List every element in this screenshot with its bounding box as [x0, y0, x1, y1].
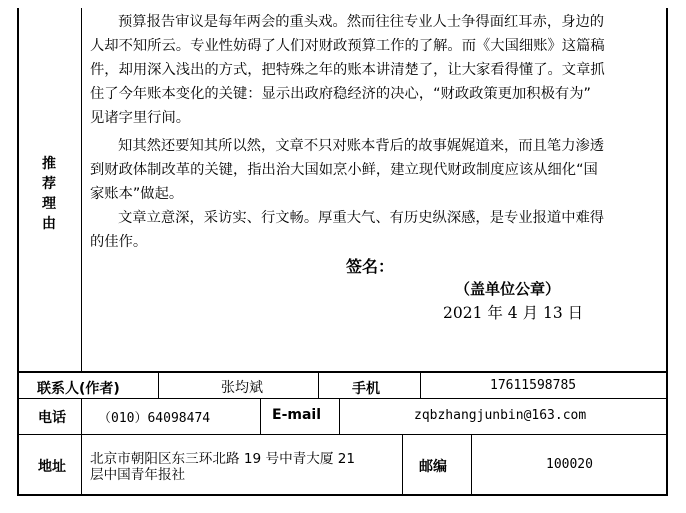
email-value: zqbzhangjunbin@163.com — [414, 408, 587, 423]
postcode-label: 邮编 — [419, 459, 447, 475]
reason-label-divider — [81, 8, 82, 372]
mobile-label: 手机 — [352, 381, 380, 397]
reason-label-char-4: 由 — [42, 216, 56, 232]
reason-line-3: 件，却用深入浅出的方式，把特殊之年的账本讲清楚了，让大家看得懂了。文章抓 — [90, 62, 605, 78]
contact-divider-2 — [318, 372, 319, 398]
phone-divider-2 — [260, 398, 261, 434]
table-right-border — [666, 8, 668, 496]
table-bottom-border — [17, 494, 668, 496]
address-divider-3 — [471, 434, 472, 495]
reason-label-char-2: 荐 — [42, 176, 56, 192]
reason-line-9: 文章立意深，采访实、行文畅。厚重大气、有历史纵深感，是专业报道中难得 — [118, 210, 605, 226]
reason-line-7: 到财政体制改革的关键，指出治大国如烹小鲜，建立现代财政制度应该从细化“国 — [90, 162, 598, 178]
table-left-border — [17, 8, 19, 496]
reason-line-5: 见诸字里行间。 — [90, 110, 191, 126]
reason-line-2: 人却不知所云。专业性妨碍了人们对财政预算工作的了解。而《大国细账》这篇稿 — [90, 38, 605, 54]
address-divider-2 — [402, 434, 403, 495]
reason-label-char-3: 理 — [42, 196, 56, 212]
email-label: E-mail — [272, 407, 322, 423]
row-divider-3 — [17, 434, 668, 435]
signature-date: 2021 年 4 月 13 日 — [443, 304, 584, 322]
postcode-value: 100020 — [546, 457, 593, 472]
reason-line-8: 家账本”做起。 — [90, 186, 184, 202]
phone-divider-1 — [81, 398, 82, 434]
reason-line-10: 的佳作。 — [90, 234, 148, 250]
address-line-2: 层中国青年报社 — [90, 467, 186, 483]
row-divider-1 — [17, 371, 668, 373]
seal-note: （盖单位公章） — [455, 280, 561, 298]
phone-label: 电话 — [38, 410, 66, 426]
address-line-1: 北京市朝阳区东三环北路 19 号中青大厦 21 — [90, 451, 356, 467]
contact-person-label: 联系人(作者) — [37, 381, 120, 397]
phone-value: （010）64098474 — [98, 411, 211, 426]
contact-divider-1 — [158, 372, 159, 398]
contact-person-value: 张均斌 — [221, 380, 263, 396]
address-label: 地址 — [38, 459, 66, 475]
reason-line-6: 知其然还要知其所以然，文章不只对账本背后的故事娓娓道来，而且笔力渗透 — [118, 138, 605, 154]
contact-divider-3 — [420, 372, 421, 398]
reason-line-1: 预算报告审议是每年两会的重头戏。然而往往专业人士争得面红耳赤，身边的 — [118, 14, 605, 30]
reason-line-4: 住了今年账本变化的关键：显示出政府稳经济的决心，“财政政策更加积极有为” — [90, 86, 591, 102]
address-divider-1 — [81, 434, 82, 495]
mobile-value: 17611598785 — [490, 378, 577, 393]
phone-divider-3 — [339, 398, 340, 434]
signature-label: 签名： — [346, 257, 395, 276]
reason-label-char-1: 推 — [42, 156, 56, 172]
row-divider-2 — [17, 398, 668, 399]
